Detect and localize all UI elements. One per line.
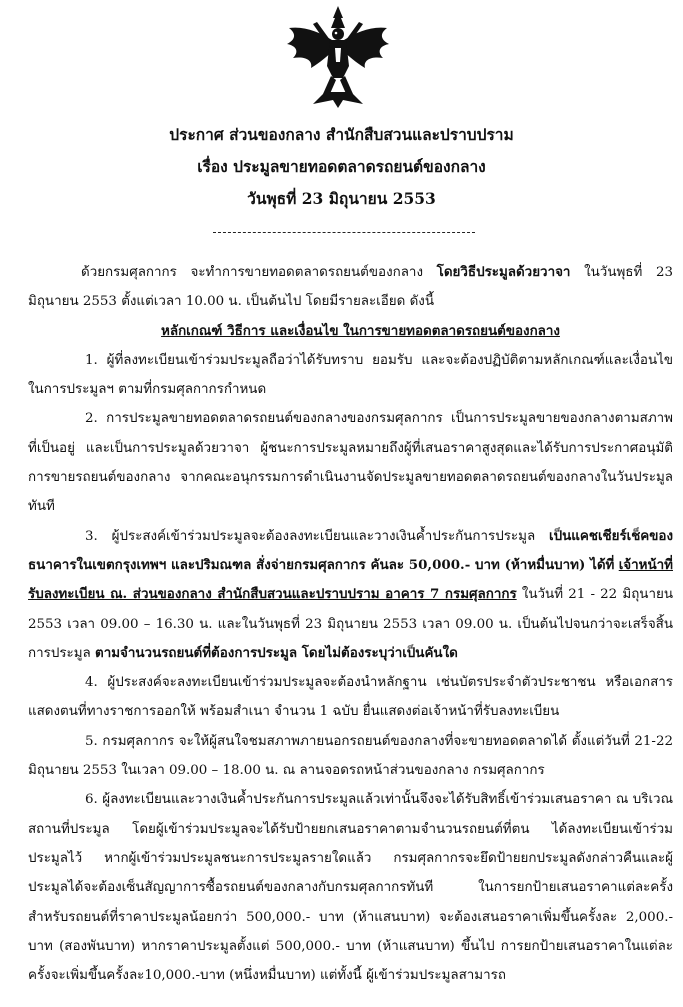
intro-auction-method: โดยวิธีประมูลด้วยวาจา — [436, 264, 571, 280]
section-heading: หลักเกณฑ์ วิธีการ และเงื่อนไข ในการขายทอดตลาดรถยนต์ของกลาง — [161, 322, 560, 339]
intro-text-2: ในวันพุธที่ 23 มิถุนายน 2553 ตั้งแต่เวลา 10.00 น. เป็นต้นไป โดยมีรายละเอียด ดังนี้ — [28, 265, 673, 310]
item-3-text-c: ได้ที่ — [585, 556, 615, 573]
item-3-dates: ในวันที่ 21 - 22 มิถุนายน 2553 เวลา 09.00 – 16.30 น. และในวันพุธที่ 23 มิถุนายน 2553 เวลา 09.00 น. เป็นต้นไปจนกว่าจะเสร็จสิ้นการประมูล — [28, 587, 673, 661]
announcement-title: ประกาศ ส่วนของกลาง สำนักสืบสวนและปราบปราม — [169, 125, 514, 144]
item-5: 5. กรมศุลกากร จะให้ผู้สนใจชมสภาพภายนอกรถยนต์ของกลางที่จะขายทอดตลาดได้ ตั้งแต่วันที่ 21-22 มิถุนายน 2553 ในเวลา 09.00 – 18.00 น. ณ ลานจอดรถหน้าส่วนของกลาง กรมศุลกากร — [28, 733, 673, 779]
item-6: 6. ผู้ลงทะเบียนและวางเงินค้ำประกันการประมูลแล้วเท่านั้นจึงจะได้รับสิทธิ์เข้าร่วมเสนอราคา ณ บริเวณสถานที่ประมูล โดยผู้เข้าร่วมประมูลจะได้รับป้ายยกเสนอราคาตามจำนวนรถยนต์ที่ตน ได้ลงทะเบียนเข้าร่วมประมูลไว้ หากผู้เข้าร่วมประมูลชนะการประมูลรายใดแล้ว กรมศุลกากรจะยึดป้ายยกประมูลดังกล่าวคืนและผู้ประมูลได้จะต้องเซ็นสัญญาการซื้อรถยนต์ของกลางกับกรมศุลกากรทันที ในการยกป้ายเสนอราคาแต่ละครั้ง สำหรับรถยนต์ที่ราคาประมูลน้อยกว่า 500,000.- บาท (ห้าแสนบาท) จะต้องเสนอราคาเพิ่มขึ้นครั้งละ 2,000.-บาท (สองพันบาท) หากราคาประมูลตั้งแต่ 500,000.- บาท (ห้าแสนบาท) ขึ้นไป การยกป้ายเสนอราคาในแต่ละครั้งจะเพิ่มขึ้นครั้งละ10,000.-บาท (หนึ่งหมื่นบาท) แต่ทั้งนี้ ผู้เข้าร่วมประมูลสามารถ — [28, 792, 673, 984]
date-line: วันพุธที่ 23 มิถุนายน 2553 — [247, 189, 436, 208]
item-3-location: เจ้าหน้าที่รับลงทะเบียน ณ. ส่วนของกลาง สำนักสืบสวนและปราบปราม อาคาร 7 กรมศุลกากร — [28, 556, 673, 603]
intro-text-1: ด้วยกรมศุลกากร จะทำการขายทอดตลาดรถยนต์ของกลาง — [81, 265, 437, 280]
divider — [213, 232, 475, 233]
item-3-note: ตามจำนวนรถยนต์ที่ต้องการประมูล โดยไม่ต้องระบุว่าเป็นคันใด — [95, 644, 458, 661]
item-3 — [28, 522, 673, 668]
item-2: 2. การประมูลขายทอดตลาดรถยนต์ของกลางของกรมศุลกากร เป็นการประมูลขายของกลางตามสภาพที่เป็นอยู่ และเป็นการประมูลด้วยวาจา ผู้ชนะการประมูลหมายถึงผู้ที่เสนอราคาสูงสุดและได้รับการประกาศอนุมัติการขายรถยนต์ของกลาง จากคณะอนุกรรมการดำเนินงานจัดประมูลขายทอดตลาดรถยนต์ของกลางในวันประมูลทันที — [28, 411, 673, 515]
subject-line: เรื่อง ประมูลขายทอดตลาดรถยนต์ของกลาง — [197, 157, 486, 176]
body-text — [28, 258, 673, 990]
garuda-emblem-icon — [283, 4, 393, 108]
item-3-text-a: 3. ผู้ประสงค์เข้าร่วมประมูลจะต้องลงทะเบียนและวางเงินค้ำประกันการประมูล — [85, 528, 550, 544]
item-3-deposit: เป็นแคชเชียร์เช็คของธนาคารในเขตกรุงเทพฯ และปริมณฑล สั่งจ่ายกรมศุลกากร คันละ 50,000.- บาท (ห้าหมื่นบาท) — [28, 527, 673, 573]
item-4: 4. ผู้ประสงค์จะลงทะเบียนเข้าร่วมประมูลจะต้องนำหลักฐาน เช่นบัตรประจำตัวประชาชน หรือเอกสารแสดงตนที่ทางราชการออกให้ พร้อมสำเนา จำนวน 1 ฉบับ ยื่นแสดงต่อเจ้าหน้าที่รับลงทะเบียน — [28, 675, 673, 720]
intro-paragraph — [28, 258, 673, 317]
item-1: 1. ผู้ที่ลงทะเบียนเข้าร่วมประมูลถือว่าได้รับทราบ ยอมรับ และจะต้องปฏิบัติตามหลักเกณฑ์และเงื่อนไขในการประมูลฯ ตามที่กรมศุลกากรกำหนด — [28, 352, 673, 398]
